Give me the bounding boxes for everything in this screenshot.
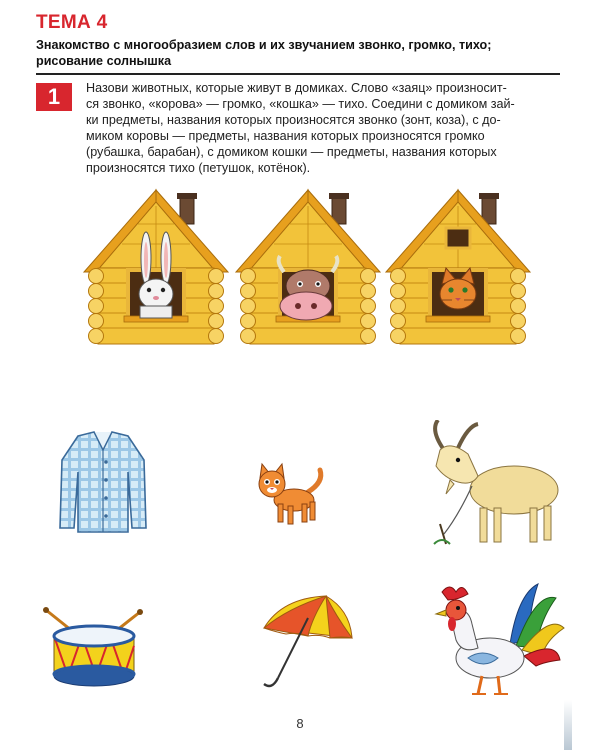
page-number: 8 xyxy=(296,716,304,731)
task-text xyxy=(86,80,564,176)
kitten-icon[interactable] xyxy=(248,462,328,528)
attic-window xyxy=(446,228,470,248)
drum-icon[interactable] xyxy=(42,606,146,690)
subtitle-line-1: Знакомство с многообразием слов и их звучанием звонко, громко, тихо; xyxy=(36,38,492,52)
task-number-badge: 1 xyxy=(36,83,72,111)
page-edge xyxy=(564,700,572,750)
cow-house[interactable] xyxy=(234,188,384,346)
task-line: (рубашка, барабан), с домиком кошки — предметы, названия которых xyxy=(86,145,497,159)
rooster-icon[interactable] xyxy=(428,574,568,698)
task-line: ся звонко, «корова» — громко, «кошка» — тихо. Соедини с домиком зай- xyxy=(86,97,515,111)
task-line: произносятся тихо (петушок, котёнок). xyxy=(86,161,311,175)
shirt-icon[interactable] xyxy=(48,428,158,538)
umbrella-icon[interactable] xyxy=(252,594,356,694)
topic-subtitle xyxy=(36,37,566,69)
title-divider xyxy=(36,73,560,75)
task-line: Назови животных, которые живут в домиках. Слово «заяц» произносит- xyxy=(86,81,507,95)
task-line: миком коровы — предметы, названия которых произносятся громко xyxy=(86,129,485,143)
hare-house[interactable] xyxy=(82,188,232,346)
subtitle-line-2: рисование солнышка xyxy=(36,54,172,68)
goat-icon[interactable] xyxy=(428,420,568,550)
cat-house[interactable] xyxy=(384,188,534,346)
topic-title: ТЕМА 4 xyxy=(36,12,108,33)
task-line: ки предметы, названия которых произносятся звонко (зонт, коза), с до- xyxy=(86,113,501,127)
